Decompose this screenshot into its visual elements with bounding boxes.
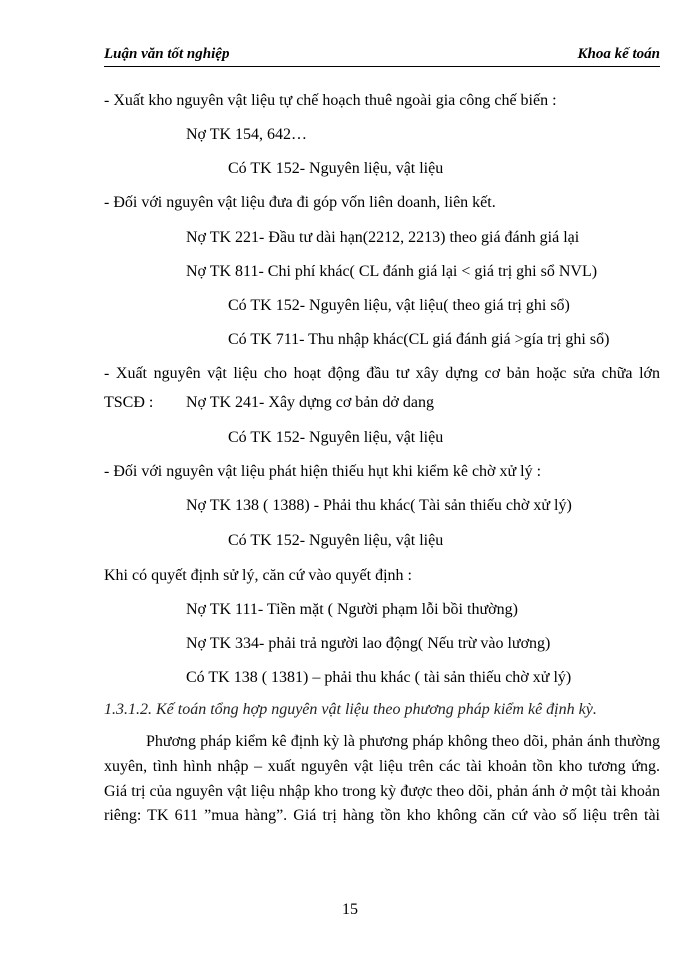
text-line: Nợ TK 241- Xây dựng cơ bản dở dang [186,394,434,411]
text-line: Khi có quyết định sử lý, căn cứ vào quyết định : [104,567,412,584]
text-line: Nợ TK 111- Tiền mặt ( Người phạm lỗi bồi thường) [186,601,518,618]
page-number: 15 [342,901,358,918]
text-line: Nợ TK 221- Đầu tư dài hạn(2212, 2213) theo giá đánh giá lại [186,229,580,246]
header-department: Khoa kế toán [577,46,660,62]
page-header [104,44,660,67]
text-line: Nợ TK 138 ( 1388) - Phải thu khác( Tài sản thiếu chờ xử lý) [186,497,572,514]
text-line: Nợ TK 154, 642… [186,126,308,143]
text-line: Phương pháp kiểm kê định kỳ là phương pháp không theo dõi, phản ánh thường [146,733,660,750]
section-heading: 1.3.1.2. Kế toán tổng hợp nguyên vật liệu theo phương pháp kiểm kê định kỳ. [104,701,597,718]
text-line: riêng: TK 611 ”mua hàng”. Giá trị hàng tồn kho không căn cứ vào số liệu trên tài [104,807,660,824]
header-thesis-title: Luận văn tốt nghiệp [104,46,230,62]
text-line: Nợ TK 334- phải trả người lao động( Nếu trừ vào lương) [186,635,551,652]
text-line: - Đối với nguyên vật liệu phát hiện thiếu hụt khi kiểm kê chờ xử lý : [104,463,542,480]
text-line: Có TK 152- Nguyên liệu, vật liệu [228,532,444,549]
text-line: Có TK 138 ( 1381) – phải thu khác ( tài sản thiếu chờ xử lý) [186,669,572,686]
text-line: xuyên, tình hình nhập – xuất nguyên vật liệu trên các tài khoản tồn kho tương ứng. [104,758,660,775]
text-line: TSCĐ : [104,394,154,411]
text-line: - Đối với nguyên vật liệu đưa đi góp vốn liên doanh, liên kết. [104,194,496,211]
text-line: Có TK 711- Thu nhập khác(CL giá đánh giá >gía trị ghi sổ) [228,331,610,348]
text-line: - Xuất kho nguyên vật liệu tự chế hoạch thuê ngoài gia công chế biến : [104,92,557,109]
text-line: Có TK 152- Nguyên liệu, vật liệu [228,160,444,177]
text-line: Có TK 152- Nguyên liệu, vật liệu [228,429,444,446]
text-line: Có TK 152- Nguyên liệu, vật liệu( theo giá trị ghi sổ) [228,297,570,314]
text-line: - Xuất nguyên vật liệu cho hoạt động đầu tư xây dựng cơ bản hoặc sửa chữa lớn [104,365,660,382]
text-line: Giá trị của nguyên vật liệu nhập kho trong kỳ được theo dõi, phản ánh ở một tài khoản [104,783,660,800]
text-line: Nợ TK 811- Chi phí khác( CL đánh giá lại < giá trị ghi sổ NVL) [186,263,598,280]
